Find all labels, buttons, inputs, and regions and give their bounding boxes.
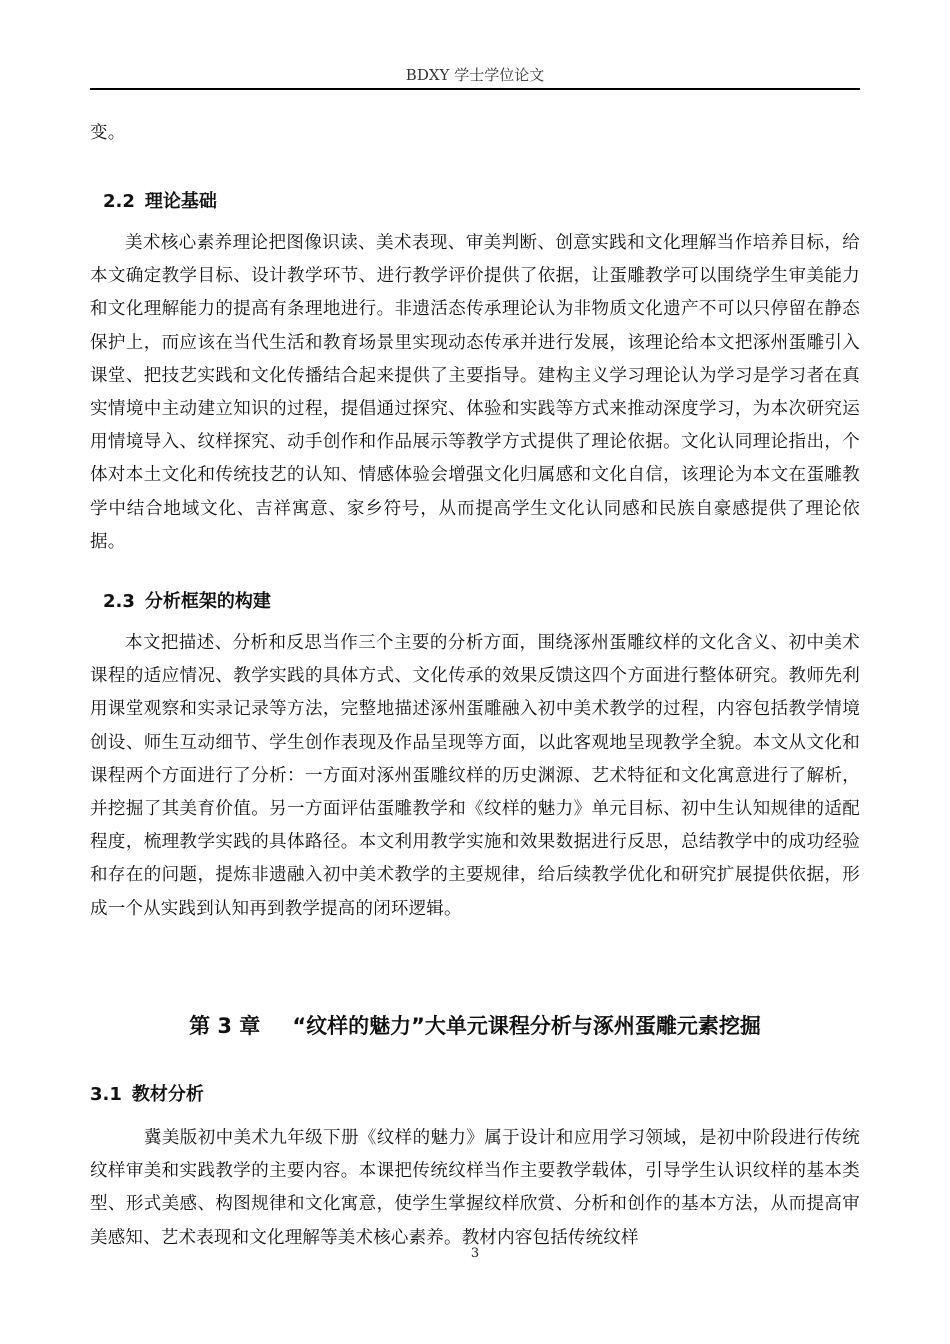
section-number: 2.3 xyxy=(103,591,135,612)
section-2-2-heading xyxy=(103,187,217,213)
chapter-3-heading xyxy=(0,1010,950,1040)
section-2-2-body: 美术核心素养理论把图像识读、美术表现、审美判断、创意实践和文化理解当作培养目标，给本文确定教学目标、设计教学环节、进行教学评价提供了依据，让蛋雕教学可以围绕学生审美能力和文化理解能力的提高有条理地进行。非遗活态传承理论认为非物质文化遗产不可以只停留在静态保护上，而应该在当代生活和教育场景里实现动态传承并进行发展，该理论给本文把涿州蛋雕引入课堂、把技艺实践和文化传播结合起来提供了主要指导。建构主义学习理论认为学习是学习者在真实情境中主动建立知识的过程，提倡通过探究、体验和实践等方式来推动深度学习，为本次研究运用情境导入、纹样探究、动手创作和作品展示等教学方式提供了理论依据。文化认同理论指出，个体对本土文化和传统技艺的认知、情感体验会增强文化归属感和文化自信，该理论为本文在蛋雕教学中结合地域文化、吉祥寓意、家乡符号，从而提高学生文化认同感和民族自豪感提供了理论依据。 xyxy=(90,233,860,552)
section-title: 分析框架的构建 xyxy=(144,591,271,612)
chapter-number: 第 3 章 xyxy=(189,1014,261,1038)
header-divider xyxy=(90,88,860,90)
continuation-text: 变。 xyxy=(90,123,126,143)
page-number: 3 xyxy=(470,1246,480,1261)
chapter-title: “纹样的魅力”大单元课程分析与涿州蛋雕元素挖掘 xyxy=(292,1014,761,1038)
section-2-3-heading xyxy=(103,587,271,613)
section-3-1-heading xyxy=(90,1080,204,1106)
section-number: 2.2 xyxy=(103,191,135,212)
section-title: 理论基础 xyxy=(144,191,217,212)
section-3-1-body: 冀美版初中美术九年级下册《纹样的魅力》属于设计和应用学习领域，是初中阶段进行传统纹样审美和实践教学的主要内容。本课把传统纹样当作主要教学载体，引导学生认识纹样的基本类型、形式美感、构图规律和文化寓意，使学生掌握纹样欣赏、分析和创作的基本方法，从而提高审美感知、艺术表现和文化理解等美术核心素养。教材内容包括传统纹样 xyxy=(90,1128,860,1248)
section-title: 教材分析 xyxy=(131,1084,204,1105)
running-header: BDXY 学士学位论文 xyxy=(405,66,545,84)
section-2-3-body: 本文把描述、分析和反思当作三个主要的分析方面，围绕涿州蛋雕纹样的文化含义、初中美术课程的适应情况、教学实践的具体方式、文化传承的效果反馈这四个方面进行整体研究。教师先利用课堂观察和实录记录等方法，完整地描述涿州蛋雕融入初中美术教学的过程，内容包括教学情境创设、师生互动细节、学生创作表现及作品呈现等方面，以此客观地呈现教学全貌。本文从文化和课程两个方面进行了分析：一方面对涿州蛋雕纹样的历史渊源、艺术特征和文化寓意进行了解析，并挖掘了其美育价值。另一方面评估蛋雕教学和《纹样的魅力》单元目标、初中生认知规律的适配程度，梳理教学实践的具体路径。本文利用教学实施和效果数据进行反思，总结教学中的成功经验和存在的问题，提炼非遗融入初中美术教学的主要规律，给后续教学优化和研究扩展提供依据，形成一个从实践到认知再到教学提高的闭环逻辑。 xyxy=(90,633,860,919)
section-number: 3.1 xyxy=(90,1084,122,1105)
